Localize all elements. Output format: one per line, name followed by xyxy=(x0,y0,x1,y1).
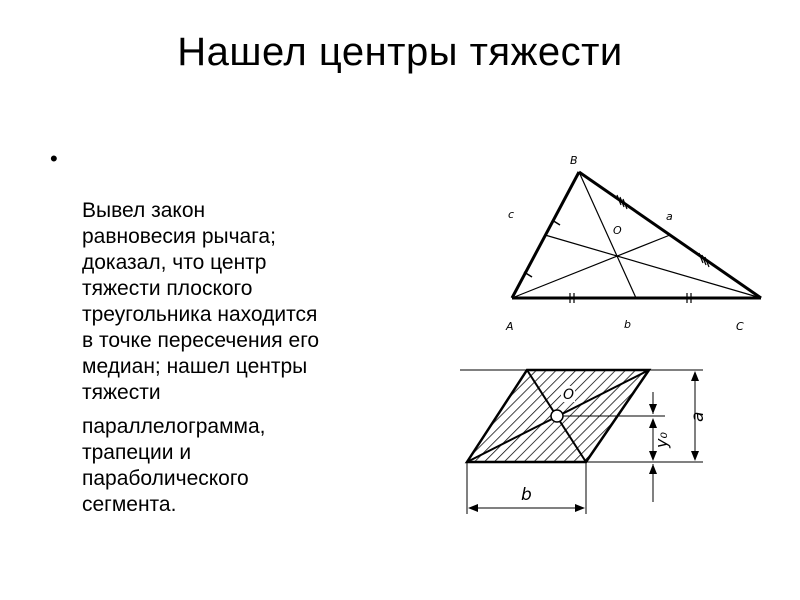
vertex-label-b: B xyxy=(570,154,578,167)
side-label-a: a xyxy=(666,210,673,223)
bullet-dot-icon: • xyxy=(50,146,58,171)
centroid-height-label: y₀ xyxy=(652,432,671,448)
side-label-c: c xyxy=(508,208,515,221)
center-label: O xyxy=(563,387,575,403)
arrowhead xyxy=(649,464,657,474)
arrowhead xyxy=(468,504,478,512)
height-label: a xyxy=(688,411,708,422)
parallelogram-figure xyxy=(455,362,725,522)
bullet-list xyxy=(44,146,404,518)
arrowhead xyxy=(691,371,699,381)
triangle-medians-figure xyxy=(500,150,780,350)
arrowhead xyxy=(649,418,657,428)
center-point-marker xyxy=(551,410,563,422)
median-from-a xyxy=(512,235,670,298)
vertex-label-c: C xyxy=(736,320,744,333)
slide-title: Нашел центры тяжести xyxy=(177,30,623,74)
base-label: b xyxy=(521,485,532,505)
bullet-text-second: параллелограмма, трапеции и параболического сегмента. xyxy=(82,415,266,516)
centroid-label: O xyxy=(613,224,622,237)
arrowhead xyxy=(649,404,657,414)
bullet-item xyxy=(44,146,404,406)
bullet-text-first: Вывел закон равновесия рычага; доказал, что центр тяжести плоского треугольника находится в точке пересечения его медиан; нашел центры тяжести xyxy=(82,199,320,404)
median-from-c xyxy=(545,235,761,298)
arrowhead xyxy=(691,451,699,461)
arrowhead xyxy=(575,504,585,512)
vertex-label-a: A xyxy=(506,320,514,333)
side-label-b: b xyxy=(624,318,631,331)
arrowhead xyxy=(649,451,657,461)
